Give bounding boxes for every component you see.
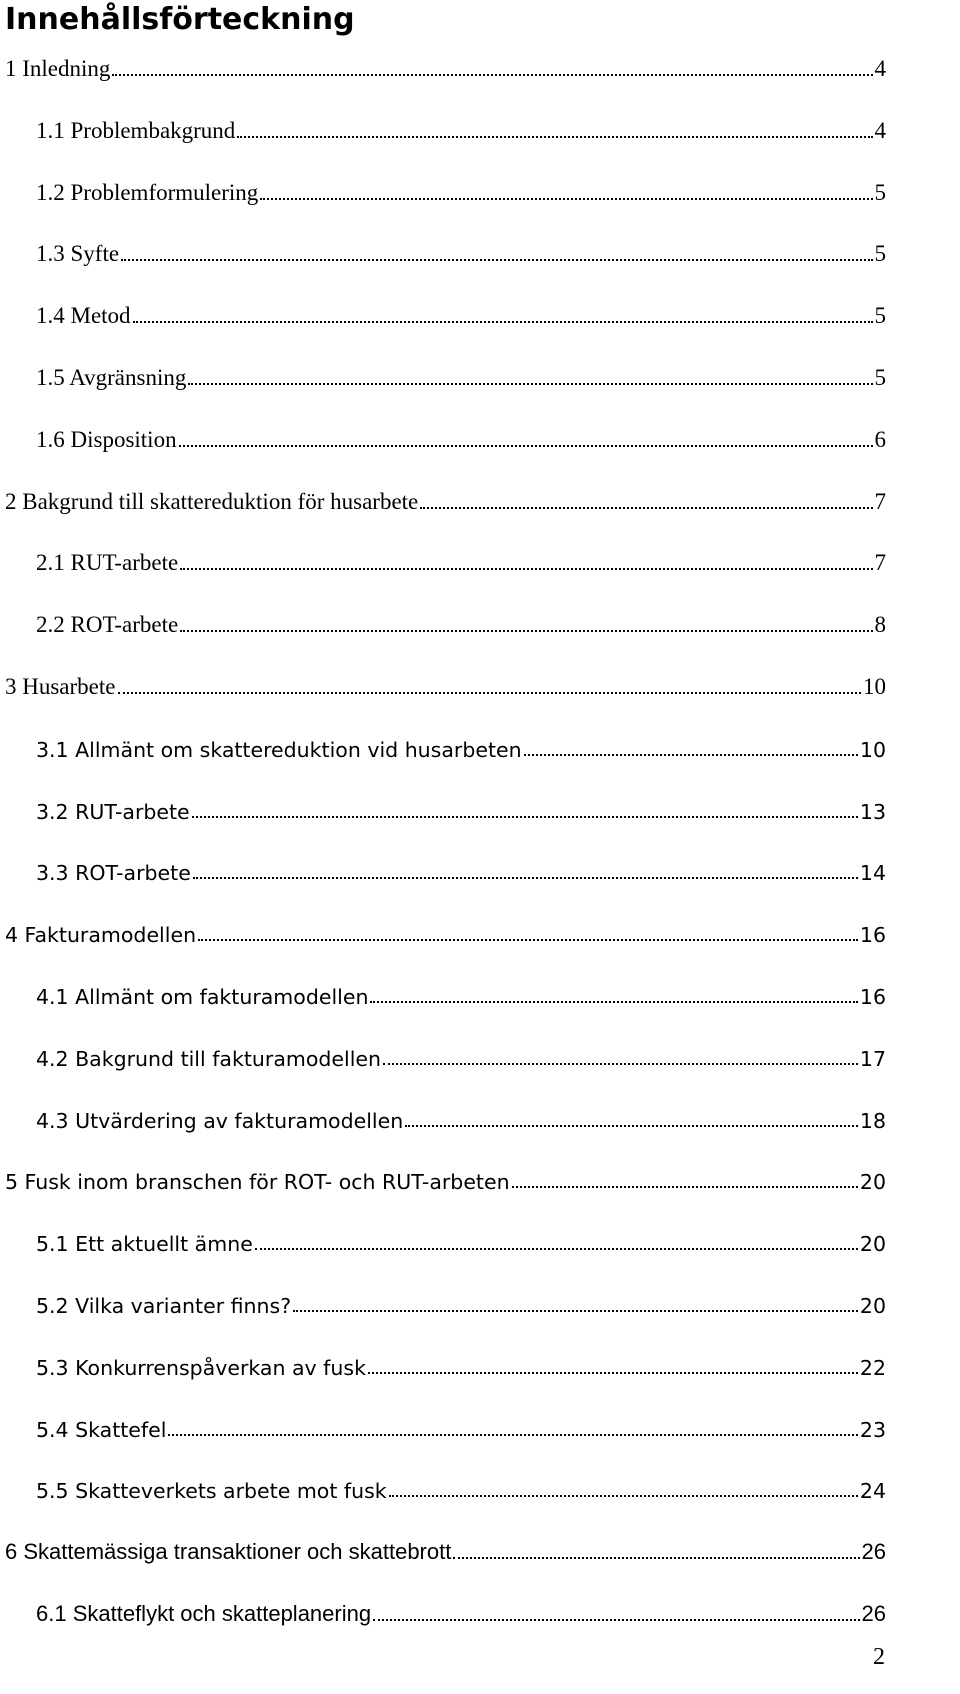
toc-dot-leader [383, 1063, 858, 1065]
toc-entry-page: 5 [874, 365, 886, 390]
toc-entry[interactable] [36, 1471, 886, 1503]
toc-entry[interactable] [36, 853, 886, 885]
toc-entry[interactable] [36, 359, 886, 391]
toc-entry-page: 5 [874, 241, 886, 267]
toc-dot-leader [133, 321, 873, 323]
toc-entry-page: 24 [859, 1479, 886, 1504]
toc-dot-leader [188, 383, 872, 385]
toc-entry-page: 20 [859, 1170, 886, 1195]
toc-entry-page: 20 [859, 1232, 886, 1257]
toc-entry[interactable] [5, 1162, 886, 1194]
toc-dot-leader [198, 939, 858, 941]
toc-entry[interactable] [36, 235, 886, 267]
toc-entry-label: 1.1 Problembakgrund [36, 117, 236, 143]
toc-entry-page: 16 [859, 923, 886, 948]
toc-entry[interactable] [5, 1533, 886, 1565]
toc-entry-label: 4 Fakturamodellen [5, 923, 197, 948]
toc-entry-label: 5.3 Konkurrenspåverkan av fusk [36, 1355, 366, 1380]
toc-entry-label: 2.2 ROT-arbete [36, 612, 179, 638]
toc-entry[interactable] [36, 606, 886, 638]
toc-entry-page: 18 [859, 1108, 886, 1133]
toc-dot-leader [370, 1001, 857, 1003]
toc-entry-label: 3.3 ROT-arbete [36, 861, 191, 886]
toc-dot-leader [260, 198, 872, 200]
toc-dot-leader [373, 1619, 859, 1621]
toc-entry[interactable] [36, 1101, 886, 1133]
toc-dot-leader [237, 136, 872, 138]
toc-entry-page: 10 [863, 674, 886, 699]
toc-entry[interactable] [5, 483, 886, 515]
toc-entry-label: 5.4 Skattefel [36, 1417, 167, 1442]
toc-entry[interactable] [36, 730, 886, 762]
toc-dot-leader [121, 259, 872, 261]
toc-dot-leader [180, 630, 872, 632]
toc-entry-label: 6.1 Skatteflykt och skatteplanering [36, 1601, 372, 1626]
toc-dot-leader [368, 1372, 858, 1374]
toc-entry[interactable] [36, 1410, 886, 1442]
toc-entry-label: 3 Husarbete [5, 674, 116, 699]
toc-entry-label: 5.1 Ett aktuellt ämne [36, 1232, 253, 1257]
page-title: Innehållsförteckning [5, 2, 355, 37]
toc-entry[interactable] [36, 1595, 886, 1627]
toc-dot-leader [512, 1186, 858, 1188]
toc-dot-leader [453, 1557, 859, 1559]
toc-entry[interactable] [36, 421, 886, 453]
toc-dot-leader [255, 1248, 858, 1250]
toc-entry-page: 26 [861, 1539, 886, 1565]
toc-entry-page: 26 [861, 1601, 886, 1626]
toc-entry-page: 23 [859, 1417, 886, 1442]
toc-entry[interactable] [36, 1039, 886, 1071]
toc-dot-leader [179, 445, 873, 447]
toc-entry-page: 13 [859, 799, 886, 824]
toc-entry-label: 2.1 RUT-arbete [36, 550, 179, 576]
toc-entry[interactable] [36, 297, 886, 329]
toc-dot-leader [168, 1434, 857, 1436]
toc-entry-page: 14 [859, 861, 886, 886]
toc-entry-page: 22 [859, 1355, 886, 1380]
toc-entry[interactable] [36, 544, 886, 576]
toc-dot-leader [293, 1310, 858, 1312]
page-number: 2 [873, 1644, 885, 1670]
toc-entry-label: 5.2 Vilka varianter finns? [36, 1294, 292, 1318]
toc-entry-label: 1.4 Metod [36, 303, 131, 329]
toc-entry[interactable] [36, 1348, 886, 1380]
toc-entry-label: 3.2 RUT-arbete [36, 799, 190, 824]
toc-entry-label: 4.3 Utvärdering av fakturamodellen [36, 1108, 404, 1133]
toc-entry-page: 5 [874, 303, 886, 329]
toc-dot-leader [524, 754, 858, 756]
toc-entry-label: 5 Fusk inom branschen för ROT- och RUT-arbeten [5, 1170, 510, 1195]
toc-entry-page: 16 [859, 985, 886, 1009]
toc-dot-leader [193, 877, 858, 879]
toc-entry-page: 5 [874, 179, 886, 205]
toc-entry-label: 4.2 Bakgrund till fakturamodellen [36, 1046, 382, 1071]
toc-entry-label: 1.6 Disposition [36, 426, 177, 452]
toc-dot-leader [192, 816, 858, 818]
toc-entry-page: 17 [859, 1046, 886, 1071]
toc-dot-leader [420, 507, 872, 509]
toc-entry[interactable] [5, 50, 886, 82]
toc-entry[interactable] [36, 792, 886, 824]
toc-entry-label: 6 Skattemässiga transaktioner och skattebrott [5, 1539, 452, 1565]
toc-entry-label: 5.5 Skatteverkets arbete mot fusk [36, 1479, 387, 1504]
toc-entry-label: 4.1 Allmänt om fakturamodellen [36, 985, 369, 1009]
toc-entry-label: 1 Inledning [5, 56, 111, 81]
toc-entry-page: 10 [859, 737, 886, 762]
toc-entry[interactable] [36, 112, 886, 144]
toc-entry-label: 1.2 Problemformulering [36, 179, 259, 205]
toc-entry-label: 2 Bakgrund till skattereduktion för husarbete [5, 488, 419, 514]
toc-entry-label: 1.5 Avgränsning [36, 365, 187, 390]
toc-entry-label: 1.3 Syfte [36, 241, 120, 267]
toc-entry[interactable] [5, 668, 886, 700]
toc-dot-leader [112, 74, 872, 76]
toc-entry-page: 7 [874, 488, 886, 514]
toc-entry-page: 4 [874, 117, 886, 143]
toc-dot-leader [389, 1495, 858, 1497]
toc-entry[interactable] [36, 977, 886, 1009]
toc-dot-leader [118, 692, 862, 694]
toc-entry[interactable] [36, 174, 886, 206]
toc-entry-page: 8 [874, 612, 886, 638]
toc-entry-page: 7 [874, 550, 886, 576]
toc-entry-label: 3.1 Allmänt om skattereduktion vid husarbeten [36, 737, 522, 762]
toc-dot-leader [405, 1125, 858, 1127]
toc-entry[interactable] [36, 1286, 886, 1318]
toc-dot-leader [180, 568, 872, 570]
toc-entry[interactable] [36, 1224, 886, 1256]
toc-entry-page: 4 [874, 56, 886, 81]
toc-entry[interactable] [5, 915, 886, 947]
toc-entry-page: 20 [859, 1294, 886, 1318]
toc-entry-page: 6 [874, 426, 886, 452]
